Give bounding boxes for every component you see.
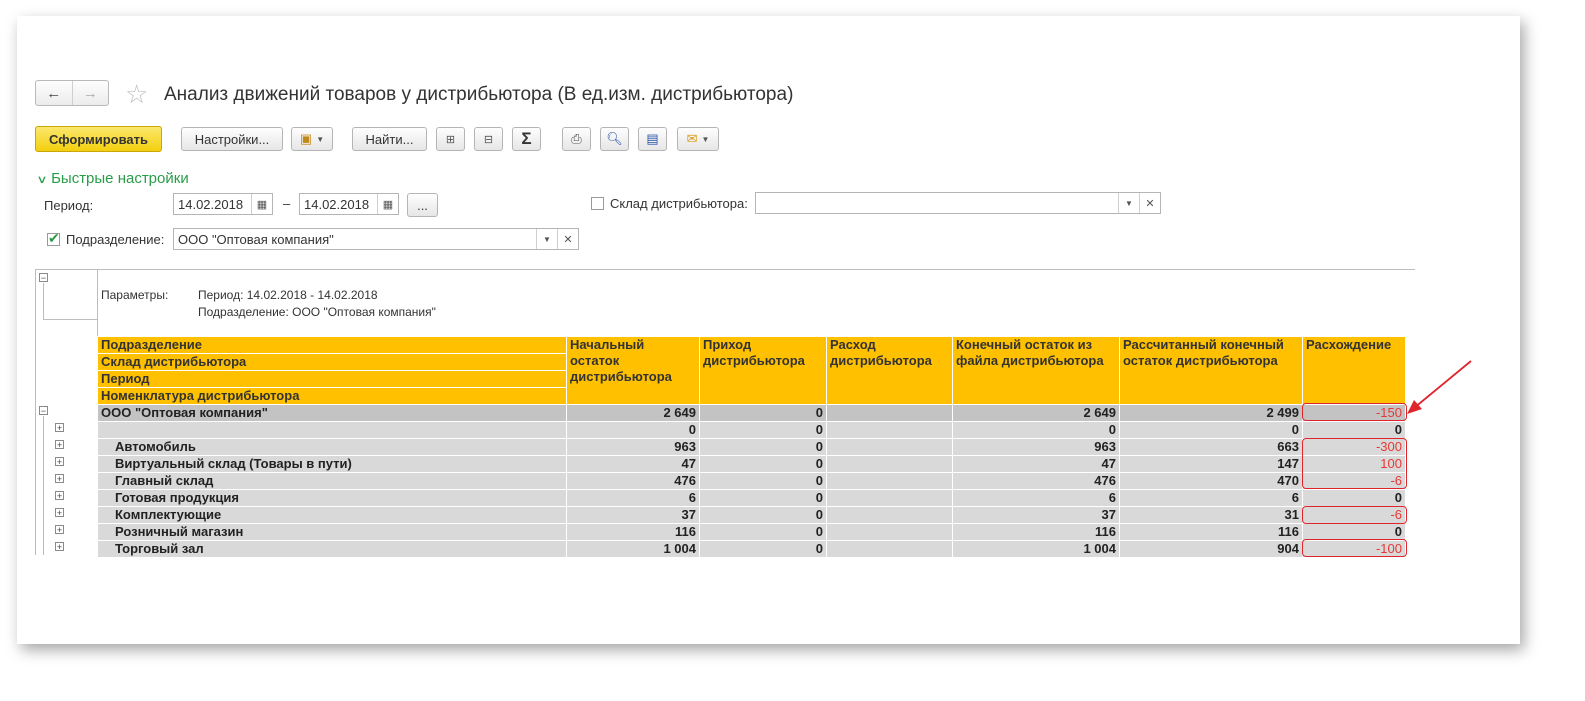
- column-header: Приход дистрибьютора: [700, 337, 827, 405]
- cell-end-file: 2 649: [953, 405, 1120, 422]
- cell-end-calc: 2 499: [1120, 405, 1303, 422]
- period-from-value[interactable]: 14.02.2018: [178, 196, 244, 212]
- row-name: [98, 422, 567, 439]
- cell-start: 47: [567, 456, 700, 473]
- sum-button[interactable]: [512, 127, 541, 151]
- collapse-group-icon[interactable]: −: [40, 406, 47, 416]
- params-bracket: [43, 283, 44, 319]
- report-left-border: [35, 269, 36, 555]
- clear-icon[interactable]: ✕: [1139, 193, 1160, 213]
- cell-end-calc: 147: [1120, 456, 1303, 473]
- diff-highlight-box: [1302, 403, 1407, 421]
- table-row: [98, 524, 1406, 541]
- warehouse-label: Склад дистрибьютора:: [610, 196, 748, 211]
- warehouse-checkbox[interactable]: [591, 197, 604, 210]
- row-name: Розничный магазин: [98, 524, 567, 541]
- expand-row-icon[interactable]: +: [56, 508, 63, 518]
- diff-highlight-box: [1302, 539, 1407, 557]
- expand-row-icon[interactable]: +: [56, 423, 63, 433]
- period-to-field[interactable]: [299, 193, 399, 215]
- cell-start: 6: [567, 490, 700, 507]
- expand-groups-button[interactable]: [436, 127, 465, 151]
- params-period: Период: 14.02.2018 - 14.02.2018: [198, 288, 378, 302]
- forward-arrow-icon[interactable]: →: [72, 81, 109, 105]
- period-select-button[interactable]: ...: [407, 193, 438, 217]
- cell-end-file: 6: [953, 490, 1120, 507]
- page-title: Анализ движений товаров у дистрибьютора (В ед.изм. дистрибьютора): [164, 84, 794, 105]
- cell-in: 0: [700, 524, 827, 541]
- expand-row-icon[interactable]: +: [56, 491, 63, 501]
- table-row: [98, 456, 1406, 473]
- period-from-field[interactable]: [173, 193, 273, 215]
- cell-in: 0: [700, 507, 827, 524]
- cell-in: 0: [700, 405, 827, 422]
- cell-in: 0: [700, 490, 827, 507]
- cell-end-file: 476: [953, 473, 1120, 490]
- group-header: [98, 337, 567, 405]
- cell-in: 0: [700, 422, 827, 439]
- copy-variant-icon: ▣: [299, 131, 313, 146]
- cell-start: 1 004: [567, 541, 700, 558]
- save-icon: ▤: [646, 131, 659, 146]
- chevron-down-icon: ▼: [316, 134, 325, 144]
- cell-diff: -150: [1303, 405, 1406, 422]
- cell-start: 963: [567, 439, 700, 456]
- row-name: Готовая продукция: [98, 490, 567, 507]
- cell-start: 0: [567, 422, 700, 439]
- diff-highlight-box: [1302, 506, 1407, 524]
- cell-start: 476: [567, 473, 700, 490]
- row-name: Комплектующие: [98, 507, 567, 524]
- total-row: [98, 405, 1406, 422]
- division-label: Подразделение:: [66, 232, 165, 247]
- cell-out: [827, 456, 953, 473]
- cell-diff: 100: [1303, 456, 1406, 473]
- cell-end-file: 0: [953, 422, 1120, 439]
- cell-end-calc: 663: [1120, 439, 1303, 456]
- clear-icon[interactable]: ✕: [557, 229, 578, 249]
- column-header: Рассчитанный конечный остаток дистрибьютора: [1120, 337, 1303, 405]
- save-button[interactable]: [638, 127, 667, 151]
- cell-end-file: 37: [953, 507, 1120, 524]
- params-bracket-bottom: [43, 319, 97, 320]
- division-checkbox[interactable]: [47, 233, 60, 246]
- header-row: [98, 337, 1406, 405]
- cell-out: [827, 507, 953, 524]
- table-row: [98, 439, 1406, 456]
- chevron-down-icon: ▼: [701, 134, 710, 144]
- calendar-icon[interactable]: ▦: [377, 194, 398, 214]
- preview-icon: 🔍︎: [606, 131, 623, 146]
- table-row: [98, 422, 1406, 439]
- cell-diff: -100: [1303, 541, 1406, 558]
- column-header: Начальный остаток дистрибьютора: [567, 337, 700, 405]
- expand-row-icon[interactable]: +: [56, 440, 63, 450]
- expand-row-icon[interactable]: +: [56, 474, 63, 484]
- cell-out: [827, 405, 953, 422]
- cell-diff: 0: [1303, 422, 1406, 439]
- row-name: Виртуальный склад (Товары в пути): [98, 456, 567, 473]
- cell-out: [827, 473, 953, 490]
- params-division: Подразделение: ООО "Оптовая компания": [198, 305, 436, 319]
- column-header: Конечный остаток из файла дистрибьютора: [953, 337, 1120, 405]
- expand-groups-icon: ⊞: [445, 133, 456, 146]
- cell-out: [827, 524, 953, 541]
- period-to-value[interactable]: 14.02.2018: [304, 196, 370, 212]
- cell-out: [827, 490, 953, 507]
- cell-in: 0: [700, 541, 827, 558]
- cell-end-calc: 6: [1120, 490, 1303, 507]
- envelope-icon: ✉: [686, 131, 698, 146]
- period-dash: –: [283, 196, 291, 211]
- cell-in: 0: [700, 456, 827, 473]
- cell-start: 116: [567, 524, 700, 541]
- cell-end-file: 963: [953, 439, 1120, 456]
- row-name: ООО "Оптовая компания": [98, 405, 567, 422]
- row-name: Главный склад: [98, 473, 567, 490]
- send-email-button[interactable]: [677, 127, 719, 151]
- cell-out: [827, 422, 953, 439]
- chevron-down-icon[interactable]: ▼: [1118, 193, 1139, 213]
- warehouse-field[interactable]: [755, 192, 1161, 214]
- table-row: [98, 541, 1406, 558]
- cell-in: 0: [700, 473, 827, 490]
- chevron-down-icon: ∨: [36, 174, 48, 186]
- cell-out: [827, 541, 953, 558]
- generate-button[interactable]: Сформировать: [35, 126, 162, 152]
- group-header-warehouse: Склад дистрибьютора: [98, 354, 566, 371]
- collapse-groups-icon: ⊟: [483, 133, 494, 146]
- sum-icon: Σ: [521, 129, 532, 148]
- cell-in: 0: [700, 439, 827, 456]
- period-label: Период:: [44, 198, 94, 213]
- table-row: [98, 490, 1406, 507]
- params-label: Параметры:: [101, 288, 169, 302]
- division-value[interactable]: ООО "Оптовая компания": [178, 231, 334, 247]
- favorite-star-icon[interactable]: ☆: [125, 79, 149, 109]
- print-icon: ⎙: [571, 131, 582, 146]
- column-header: Расхождение: [1303, 337, 1406, 405]
- group-header-item: Номенклатура дистрибьютора: [101, 388, 300, 403]
- cell-diff: 0: [1303, 490, 1406, 507]
- diff-highlight-box: [1302, 438, 1407, 489]
- variant-dropdown-button[interactable]: [291, 127, 333, 151]
- table-row: [98, 507, 1406, 524]
- cell-diff: -6: [1303, 473, 1406, 490]
- cell-end-calc: 116: [1120, 524, 1303, 541]
- cell-end-calc: 0: [1120, 422, 1303, 439]
- preview-button[interactable]: [600, 127, 629, 151]
- column-header: Расход дистрибьютора: [827, 337, 953, 405]
- cell-diff: -6: [1303, 507, 1406, 524]
- cell-start: 37: [567, 507, 700, 524]
- cell-end-file: 1 004: [953, 541, 1120, 558]
- cell-end-calc: 470: [1120, 473, 1303, 490]
- cell-end-calc: 904: [1120, 541, 1303, 558]
- row-name: Автомобиль: [98, 439, 567, 456]
- expand-row-icon[interactable]: +: [56, 542, 63, 552]
- quick-settings-title: Быстрые настройки: [51, 170, 189, 187]
- navigation-buttons: [35, 80, 109, 106]
- cell-end-calc: 31: [1120, 507, 1303, 524]
- calendar-icon[interactable]: ▦: [251, 194, 272, 214]
- report-top-border: [35, 269, 1415, 270]
- report-table: [97, 336, 1406, 558]
- cell-end-file: 47: [953, 456, 1120, 473]
- collapse-params-icon[interactable]: −: [40, 273, 47, 283]
- chevron-down-icon[interactable]: ▼: [536, 229, 557, 249]
- print-button[interactable]: [562, 127, 591, 151]
- back-arrow-icon[interactable]: ←: [46, 84, 62, 102]
- cell-start: 2 649: [567, 405, 700, 422]
- outline-line: [43, 416, 44, 555]
- division-field[interactable]: [173, 228, 579, 250]
- cell-end-file: 116: [953, 524, 1120, 541]
- row-name: Торговый зал: [98, 541, 567, 558]
- table-row: [98, 473, 1406, 490]
- group-header-period: Период: [98, 371, 566, 388]
- expand-row-icon[interactable]: +: [56, 525, 63, 535]
- collapse-groups-button[interactable]: [474, 127, 503, 151]
- cell-diff: 0: [1303, 524, 1406, 541]
- cell-out: [827, 439, 953, 456]
- group-header-division: Подразделение: [98, 337, 566, 354]
- quick-settings-toggle[interactable]: [38, 170, 189, 187]
- annotation-arrow-icon: [1402, 356, 1477, 418]
- report-window: [17, 16, 1520, 644]
- expand-row-icon[interactable]: +: [56, 457, 63, 467]
- cell-diff: -300: [1303, 439, 1406, 456]
- find-button[interactable]: Найти...: [352, 127, 427, 151]
- settings-button[interactable]: Настройки...: [181, 127, 283, 151]
